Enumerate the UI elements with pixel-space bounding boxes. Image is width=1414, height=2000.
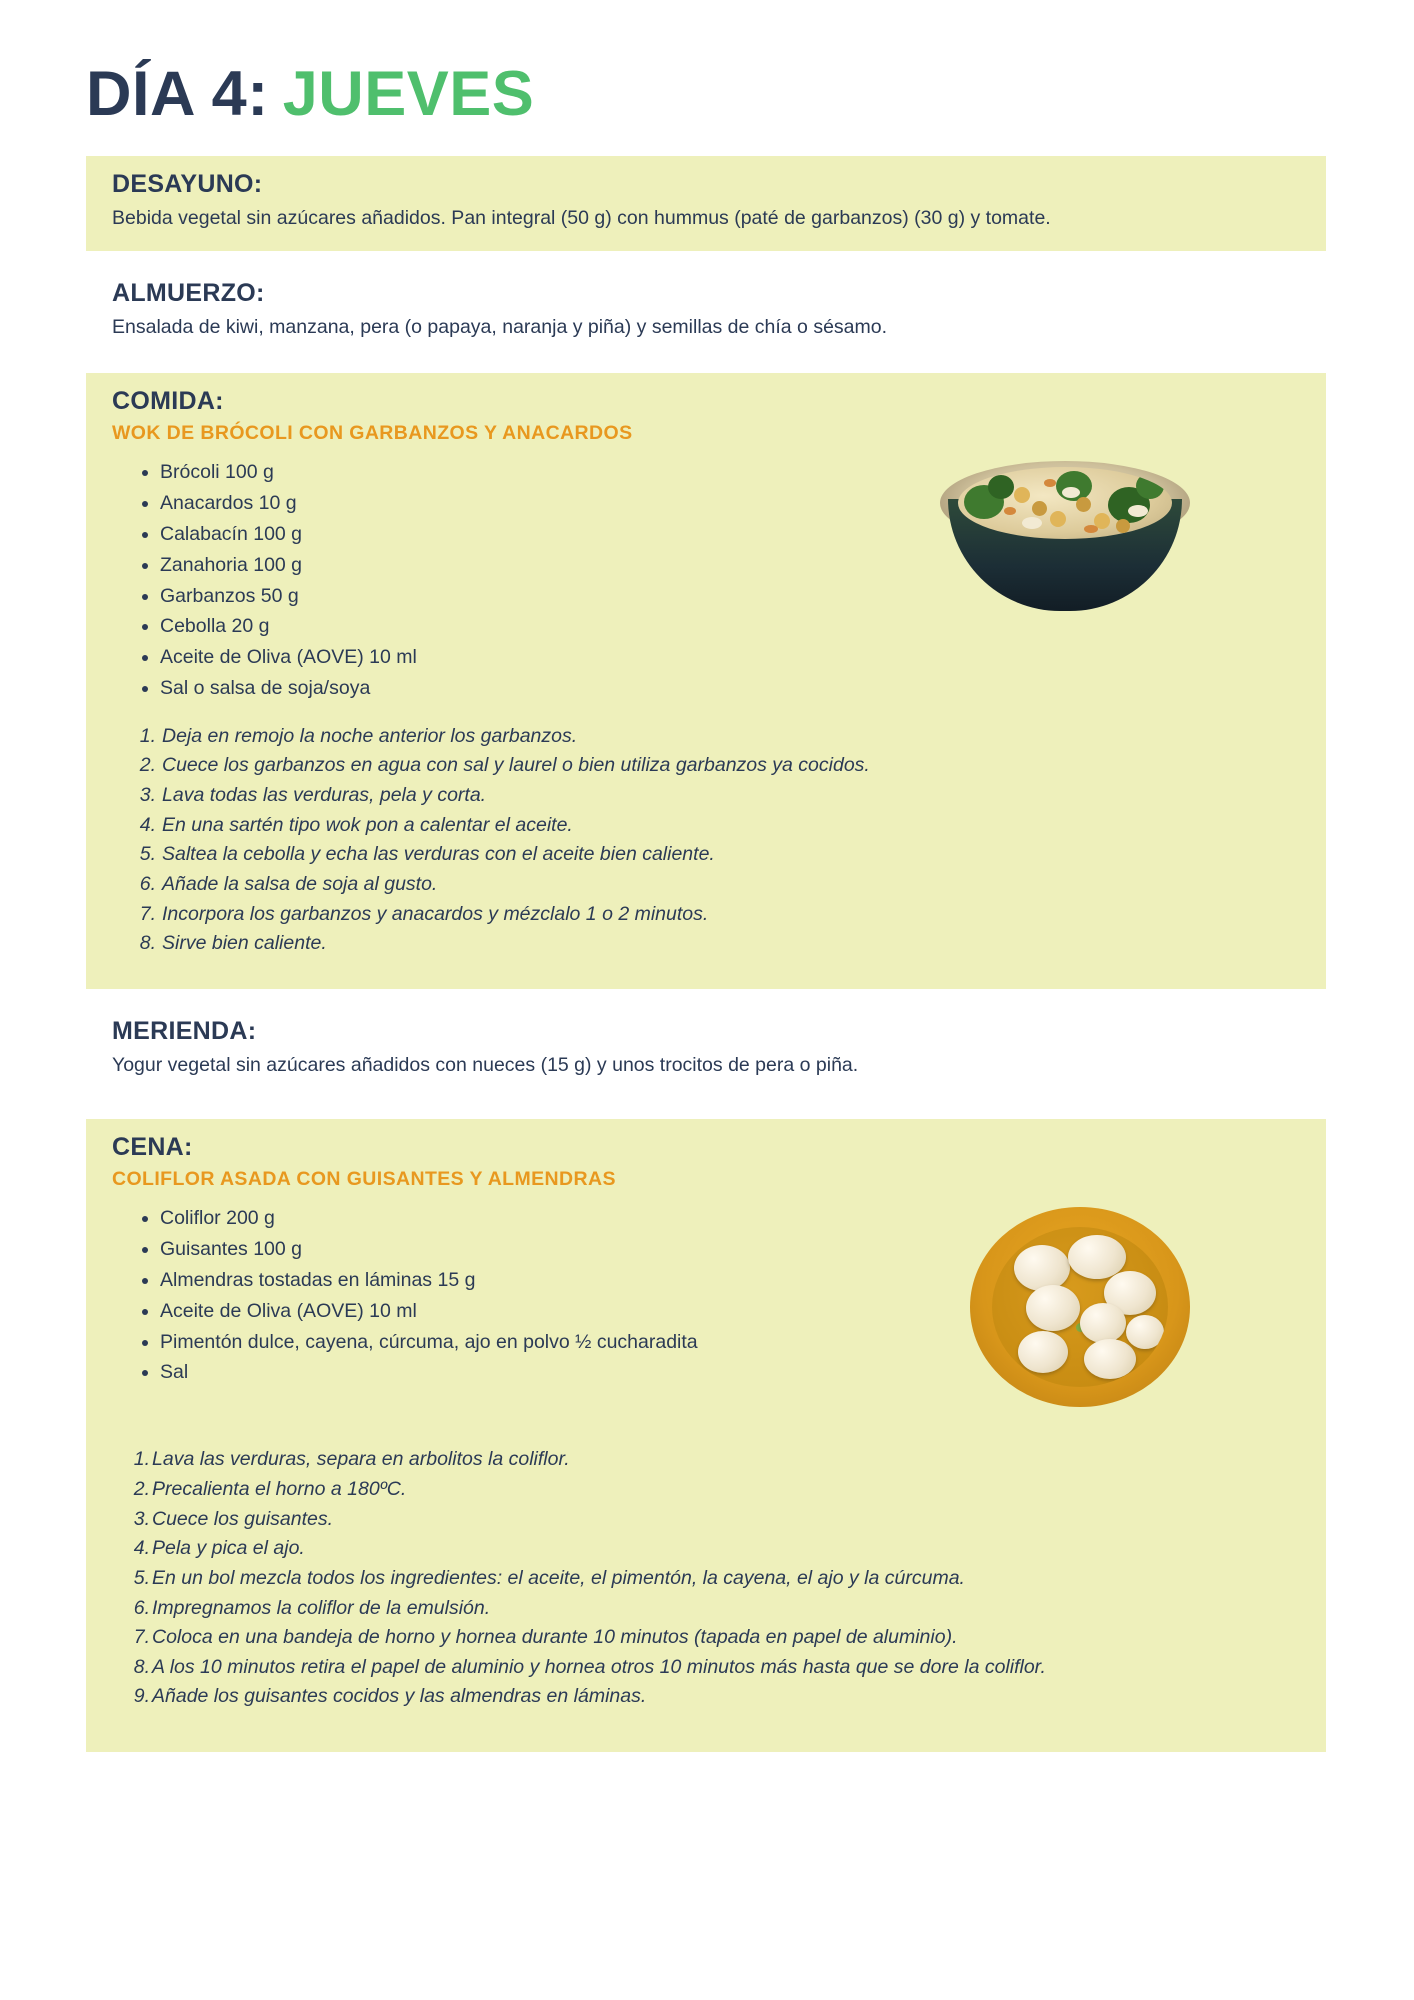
step-text: En un bol mezcla todos los ingredientes: el aceite, el pimentón, la cayena, el ajo y la cúrcuma.: [152, 1566, 965, 1589]
dinner-heading: CENA:: [112, 1133, 193, 1162]
midmorning-text: Ensalada de kiwi, manzana, pera (o papaya, naranja y piña) y semillas de chía o sésamo.: [112, 315, 888, 338]
list-item: [126, 751, 1300, 781]
breakfast-text: Bebida vegetal sin azúcares añadidos. Pan integral (50 g) con hummus (paté de garbanzos) (30 g) y tomate.: [112, 207, 1051, 229]
section-meal: [86, 373, 1326, 988]
page-title-weekday: JUEVES: [282, 59, 535, 129]
step-text: A los 10 minutos retira el papel de aluminio y hornea otros 10 minutos más hasta que se dore la coliflor.: [152, 1655, 1046, 1678]
step-text: Lava todas las verduras, pela y corta.: [162, 784, 487, 806]
step-number: 4.: [139, 813, 156, 836]
list-item: • Pimentón dulce, cayena, cúrcuma, ajo en polvo ½ cucharadita: [160, 1327, 698, 1358]
step-text: Precalienta el horno a 180ºC.: [152, 1478, 407, 1501]
section-breakfast: [86, 156, 1326, 251]
step-number: 5.: [139, 843, 156, 866]
step-number: 5.: [133, 1566, 150, 1589]
list-item: • Guisantes 100 g: [160, 1234, 698, 1265]
step-text: Incorpora los garbanzos y anacardos y mézclalo 1 o 2 minutos.: [162, 902, 709, 925]
step-number: 1.: [139, 724, 156, 747]
step-text: Cuece los guisantes.: [152, 1507, 334, 1530]
list-item: [126, 1653, 1300, 1683]
section-midmorning: [86, 265, 1326, 360]
page-title-day: DÍA 4:: [86, 59, 269, 129]
list-item: • Sal o salsa de soja/soya: [160, 673, 417, 704]
list-item: • Calabacín 100 g: [160, 519, 417, 550]
list-item: [126, 840, 1300, 870]
step-text: Sirve bien caliente.: [162, 932, 327, 955]
list-item: [126, 1445, 1300, 1475]
list-item: [126, 1505, 1300, 1535]
step-number: 8.: [139, 932, 156, 955]
list-item: • Brócoli 100 g: [160, 457, 417, 488]
step-number: 9.: [133, 1685, 150, 1708]
list-item: [126, 900, 1300, 930]
meal-steps-list: [112, 722, 1300, 959]
step-number: 2.: [133, 1478, 150, 1501]
step-number: 3.: [139, 784, 156, 806]
dinner-ingredients-list: [112, 1203, 698, 1388]
step-text: Pela y pica el ajo.: [152, 1537, 305, 1560]
list-item: [126, 1564, 1300, 1594]
list-item: [126, 1682, 1300, 1712]
list-item: [126, 1594, 1300, 1624]
list-item: [126, 1475, 1300, 1505]
divider-1: [86, 251, 1328, 265]
step-text: En una sartén tipo wok pon a calentar el aceite.: [162, 813, 573, 836]
list-item: [126, 870, 1300, 900]
step-text: Cuece los garbanzos en agua con sal y laurel o bien utiliza garbanzos ya cocidos.: [162, 754, 870, 777]
step-number: 6.: [139, 872, 156, 895]
afternoon-snack-heading: MERIENDA:: [112, 1016, 257, 1045]
step-text: Impregnamos la coliflor de la emulsión.: [152, 1596, 491, 1619]
meal-heading: COMIDA:: [112, 387, 224, 416]
step-number: 8.: [133, 1655, 150, 1678]
list-item: • Garbanzos 50 g: [160, 581, 417, 612]
list-item: [126, 1623, 1300, 1653]
meal-recipe-title: WOK DE BRÓCOLI CON GARBANZOS Y ANACARDOS: [112, 422, 633, 445]
list-item: • Coliflor 200 g: [160, 1203, 698, 1234]
step-number: 2.: [139, 754, 156, 777]
step-text: Coloca en una bandeja de horno y hornea durante 10 minutos (tapada en papel de aluminio).: [152, 1626, 958, 1649]
roasted-cauliflower-bowl-photo: [970, 1207, 1190, 1427]
step-number: 4.: [133, 1537, 150, 1560]
page-title: [86, 58, 1328, 130]
step-text: Deja en remojo la noche anterior los garbanzos.: [162, 724, 578, 747]
dinner-recipe-title: COLIFLOR ASADA CON GUISANTES Y ALMENDRAS: [112, 1168, 616, 1191]
section-dinner: [86, 1119, 1326, 1752]
list-item: [126, 929, 1300, 959]
step-number: 1.: [133, 1448, 150, 1471]
step-text: Añade los guisantes cocidos y las almendras en láminas.: [152, 1685, 647, 1708]
divider-4: [86, 1097, 1328, 1119]
breakfast-heading: DESAYUNO:: [112, 170, 263, 198]
broccoli-chickpea-bowl-photo: [940, 461, 1190, 611]
divider-2: [86, 359, 1328, 373]
step-number: 6.: [133, 1596, 150, 1619]
list-item: • Sal: [160, 1357, 698, 1388]
divider-3: [86, 989, 1328, 1003]
list-item: [126, 722, 1300, 752]
step-number: 3.: [133, 1507, 150, 1530]
midmorning-heading: ALMUERZO:: [112, 278, 265, 307]
list-item: • Anacardos 10 g: [160, 488, 417, 519]
step-text: Añade la salsa de soja al gusto.: [162, 872, 438, 895]
list-item: • Aceite de Oliva (AOVE) 10 ml: [160, 642, 417, 673]
step-number: 7.: [139, 902, 156, 925]
step-text: Saltea la cebolla y echa las verduras con el aceite bien caliente.: [162, 843, 715, 866]
list-item: [126, 811, 1300, 841]
list-item: [126, 1534, 1300, 1564]
step-text: Lava las verduras, separa en arbolitos la coliflor.: [152, 1448, 570, 1471]
meal-ingredients-list: [112, 457, 417, 703]
list-item: • Aceite de Oliva (AOVE) 10 ml: [160, 1296, 698, 1327]
section-afternoon-snack: [86, 1003, 1326, 1098]
step-number: 7.: [133, 1626, 150, 1649]
list-item: • Almendras tostadas en láminas 15 g: [160, 1265, 698, 1296]
list-item: • Cebolla 20 g: [160, 611, 417, 642]
dinner-steps-list: [112, 1445, 1300, 1712]
list-item: • Zanahoria 100 g: [160, 550, 417, 581]
afternoon-snack-text: Yogur vegetal sin azúcares añadidos con nueces (15 g) y unos trocitos de pera o piña.: [112, 1053, 859, 1076]
list-item: [126, 781, 1300, 811]
